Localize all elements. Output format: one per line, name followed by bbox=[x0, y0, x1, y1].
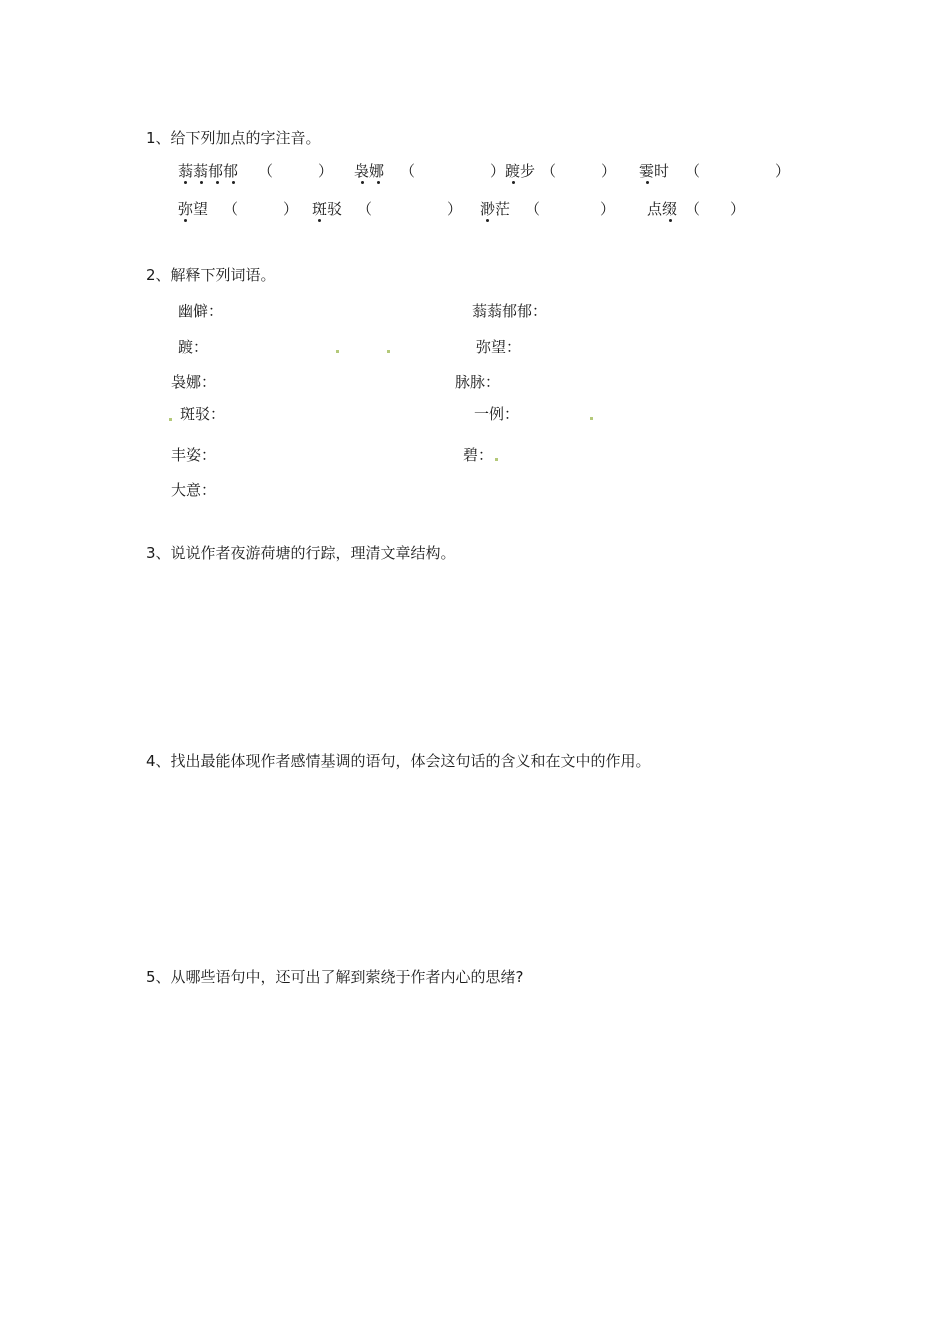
word-miaomang: 渺茫 bbox=[480, 200, 511, 218]
term-niaonuo: 袅娜： bbox=[171, 373, 217, 391]
term-duo: 踱： bbox=[178, 338, 209, 356]
scan-mark bbox=[387, 350, 390, 353]
scan-mark bbox=[336, 350, 339, 353]
pinyin-blank: （ ） bbox=[685, 162, 791, 180]
term-fengzi: 丰姿： bbox=[171, 446, 217, 464]
scan-mark bbox=[495, 458, 498, 461]
pinyin-blank: （ ） bbox=[223, 200, 299, 218]
word-niaonuo: 袅娜 bbox=[354, 162, 385, 180]
term-wengwengyuyu: 蓊蓊郁郁： bbox=[472, 302, 548, 320]
pinyin-blank: （ ） bbox=[400, 162, 506, 180]
question-1-title: 1、给下列加点的字注音。 bbox=[146, 129, 321, 147]
word-banbo: 斑驳 bbox=[312, 200, 343, 218]
question-4-title: 4、找出最能体现作者感情基调的语句，体会这句话的含义和在文中的作用。 bbox=[146, 752, 651, 770]
word-miwang: 弥望 bbox=[178, 200, 209, 218]
term-youpi: 幽僻： bbox=[178, 302, 224, 320]
word-wengwengyuyu: 蓊蓊郁郁 bbox=[178, 162, 239, 180]
question-2-title: 2、解释下列词语。 bbox=[146, 266, 276, 284]
term-bi: 碧： bbox=[463, 446, 494, 464]
term-banbo: 斑驳： bbox=[180, 405, 226, 423]
pinyin-blank: （ ） bbox=[357, 200, 463, 218]
term-dayi: 大意： bbox=[171, 481, 217, 499]
term-miwang: 弥望： bbox=[476, 338, 522, 356]
question-5-title: 5、从哪些语句中，还可出了解到萦绕于作者内心的思绪? bbox=[146, 968, 524, 986]
pinyin-blank: （ ） bbox=[541, 162, 617, 180]
word-dianzhui: 点缀 bbox=[647, 200, 678, 218]
word-shashi: 霎时 bbox=[639, 162, 670, 180]
term-maimai: 脉脉： bbox=[455, 373, 501, 391]
word-duobu: 踱步 bbox=[505, 162, 536, 180]
pinyin-blank: （ ） bbox=[525, 200, 616, 218]
question-3-title: 3、说说作者夜游荷塘的行踪，理清文章结构。 bbox=[146, 544, 456, 562]
scan-mark bbox=[169, 418, 172, 421]
scan-mark bbox=[590, 417, 593, 420]
term-yili: 一例： bbox=[474, 405, 520, 423]
pinyin-blank: （ ） bbox=[685, 200, 746, 218]
pinyin-blank: （ ） bbox=[258, 162, 334, 180]
